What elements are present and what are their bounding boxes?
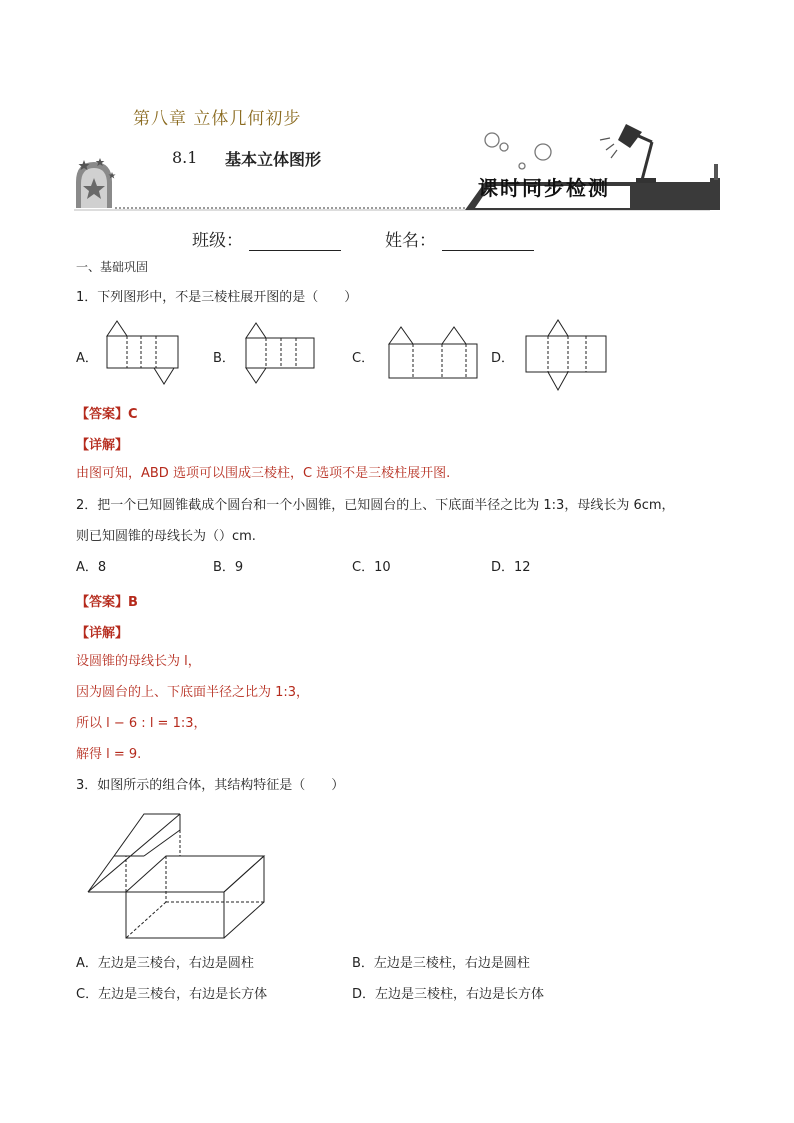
q2-step-2: 因为圆台的上、下底面半径之比为 1:3， — [76, 685, 310, 700]
q3-option-b: B．左边是三棱柱，右边是圆柱 — [352, 956, 530, 971]
class-field — [192, 226, 341, 251]
name-blank — [442, 234, 534, 251]
q3-composite-solid-figure — [84, 812, 314, 942]
q1-option-b-figure — [240, 318, 320, 388]
bubbles-icon — [485, 133, 551, 169]
q1-option-c-figure — [384, 322, 484, 384]
q2-line2: 则已知圆锥的母线长为（）cm. — [76, 529, 256, 544]
desk-lamp-icon — [618, 124, 656, 183]
q1-option-d-figure — [522, 318, 612, 394]
q2-step-1: 设圆锥的母线长为 l， — [76, 654, 201, 669]
class-label: 班级： — [192, 231, 243, 251]
q3-option-a: A．左边是三棱台，右边是圆柱 — [76, 956, 254, 971]
name-label: 姓名： — [385, 231, 436, 251]
q1-option-c-label: C． — [352, 351, 375, 366]
q3-question: 3．如图所示的组合体，其结构特征是（ ） — [76, 778, 345, 793]
name-field — [385, 226, 534, 251]
q2-option-c: C．10 — [352, 560, 391, 575]
q2-step-3: 所以 l − 6 : l = 1:3， — [76, 716, 207, 731]
q1-option-a-figure — [104, 318, 184, 388]
q3-option-d: D．左边是三棱柱，右边是长方体 — [352, 987, 545, 1002]
q1-option-b-label: B． — [213, 351, 235, 366]
section-number: 8.1 — [172, 148, 198, 167]
q1-answer: 【答案】C — [76, 407, 138, 422]
q2-detail-label: 【详解】 — [76, 626, 129, 641]
part-heading: 一、基础巩固 — [76, 260, 149, 274]
header-banner — [70, 120, 730, 215]
star-badge-icon — [76, 158, 116, 208]
section-title: 基本立体图形 — [225, 150, 322, 169]
q1-option-a-label: A． — [76, 351, 98, 366]
q2-line1: 2．把一个已知圆锥截成个圆台和一个小圆锥，已知圆台的上、下底面半径之比为 1:3，母线长为 6cm， — [76, 498, 675, 513]
banner-title: 课时同步检测 — [478, 176, 610, 200]
q2-option-b: B．9 — [213, 560, 244, 575]
q2-answer: 【答案】B — [76, 595, 138, 610]
q2-option-a: A．8 — [76, 560, 107, 575]
q2-step-4: 解得 l = 9. — [76, 747, 142, 762]
class-blank — [249, 234, 341, 251]
chapter-title: 第八章 立体几何初步 — [133, 109, 302, 129]
q1-detail-label: 【详解】 — [76, 438, 129, 453]
q2-option-d: D．12 — [491, 560, 531, 575]
q1-question: 1．下列图形中，不是三棱柱展开图的是（ ） — [76, 290, 358, 305]
q1-option-d-label: D． — [491, 351, 515, 366]
q3-option-c: C．左边是三棱台，右边是长方体 — [76, 987, 268, 1002]
q1-detail: 由图可知，ABD 选项可以围成三棱柱，C 选项不是三棱柱展开图. — [76, 466, 451, 481]
